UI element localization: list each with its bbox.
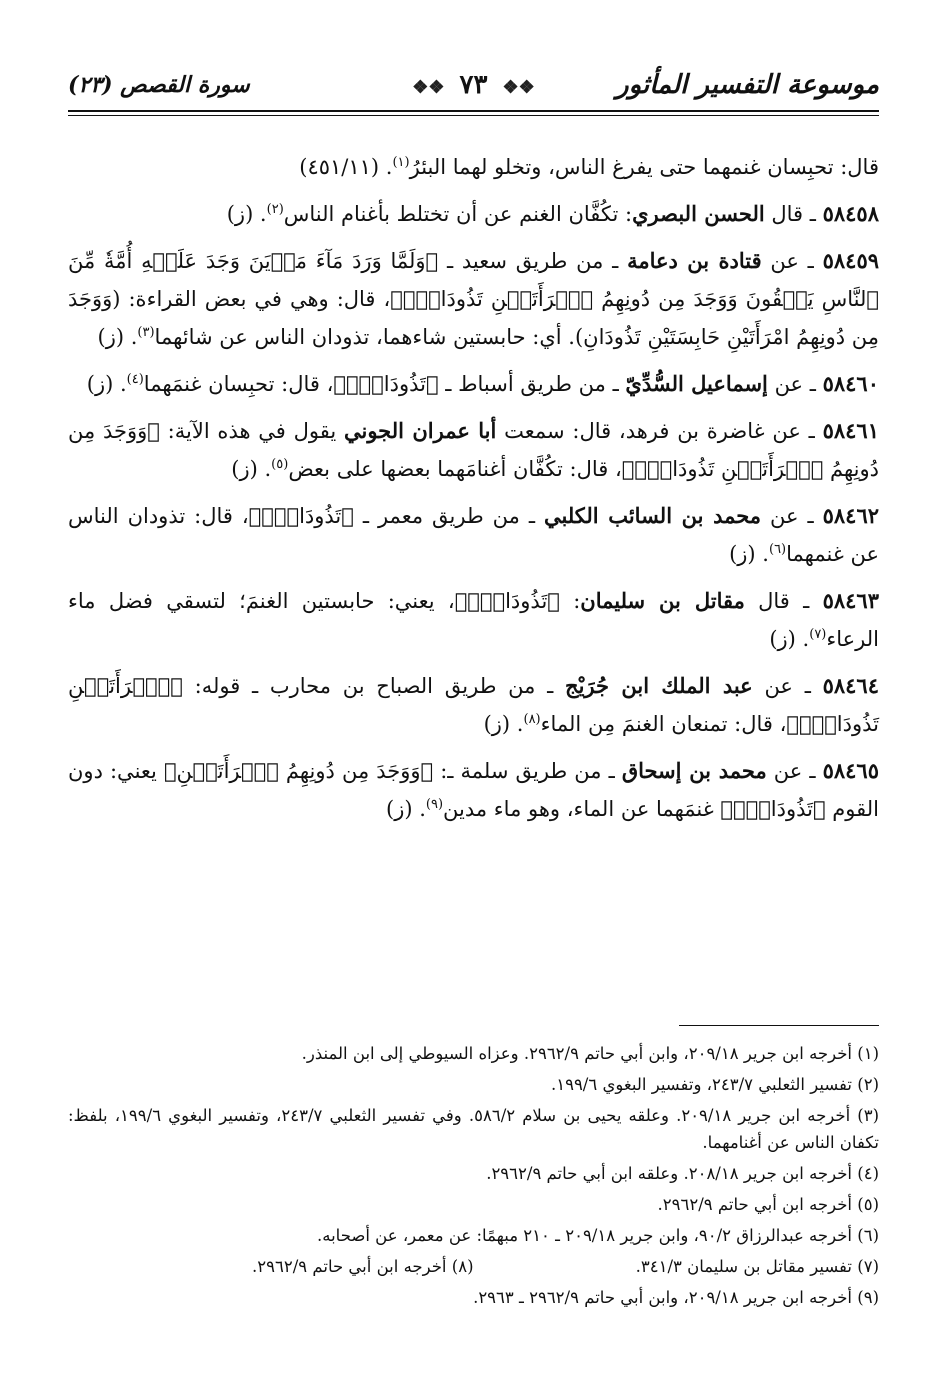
quran-quote: ﴿وَوَجَدَ مِن دُونِهِمُ ٱمۡرَأَتَيۡنِ﴾ — [163, 759, 434, 783]
text-segment: يقول في هذه الآية: — [159, 419, 344, 443]
text-segment: . (ز) — [769, 627, 810, 651]
text-segment: ، قال: تكُفَّان أغنامَهما بعضها على بعض — [288, 457, 622, 481]
text-segment: يعني: دون القوم — [68, 759, 879, 821]
footnote-ref: (٧) — [809, 627, 827, 642]
footnote-divider — [679, 1025, 879, 1026]
text-segment: ـ عن — [752, 674, 823, 698]
paragraph — [68, 148, 879, 186]
paragraph — [68, 195, 879, 233]
footnote-ref: (٩) — [425, 797, 444, 812]
narration-number: ٥٨٤٦٢ — [822, 503, 880, 528]
text-segment: ـ من طريق معمر ـ — [353, 504, 544, 528]
text-segment: قال: تحبِسان غنمهما حتى يفرغ الناس، وتخلو لهما البئرُ — [409, 155, 879, 179]
paragraph — [68, 582, 879, 658]
footnote-6: (٦) أخرجه عبدالرزاق ٩٠/٢، وابن جرير ٢٠٩/١٨ ـ ٢١٠ مبهمًا: عن معمر، عن أصحابه. — [316, 1226, 879, 1245]
narrator-name: قتادة بن دعامة — [627, 248, 762, 273]
narrator-name: محمد بن السائب الكلبي — [543, 503, 762, 528]
text-segment: . (ز) — [483, 712, 524, 736]
text-segment: . (ز) — [226, 202, 267, 226]
text-segment: ـ من طريق أسباط ـ — [438, 372, 626, 396]
text-segment: . (ز) — [729, 542, 769, 566]
footnote-ref: (٣) — [137, 325, 155, 340]
footnote-row-7-8 — [68, 1253, 879, 1280]
book-title: موسوعة التفسير المأثور — [616, 70, 879, 100]
narration-number: ٥٨٤٦١ — [822, 418, 879, 443]
quran-quote: ﴿وَلَمَّا وَرَدَ مَآءَ مَدۡيَنَ وَجَدَ عَلَيۡهِ أُمَّةٗ مِّنَ ٱلنَّاسِ يَسۡقُونَ وَوَجَدَ مِن دُونِهِمُ ٱمۡرَأَتَيۡنِ تَذُودَانِۖ﴾ — [68, 249, 879, 311]
main-text — [68, 148, 879, 837]
narrator-name: إسماعيل السُّدِّيّ — [625, 371, 768, 396]
text-segment: ـ من طريق سلمة ـ: — [433, 759, 622, 783]
text-segment: ـ عن غاضرة بن فرهد، قال: سمعت — [496, 419, 823, 443]
text-segment: ، قال: تحبِسان غنمَهما — [143, 372, 334, 396]
quran-quote: ﴿تَذُودَانِۖ﴾ — [248, 504, 354, 528]
paragraph — [68, 365, 879, 403]
text-segment: ـ عن — [761, 504, 823, 528]
quran-quote: ﴿ٱمۡرَأَتَيۡنِ تَذُودَانِۖ﴾ — [68, 674, 879, 736]
paragraph — [68, 497, 879, 573]
text-segment: ـ من طريق الصباح بن محارب ـ قوله: — [182, 674, 566, 698]
text-segment: : — [559, 589, 581, 613]
page-number-block — [406, 70, 541, 100]
footnote-8: (٨) أخرجه ابن أبي حاتم ٢٩٦٢/٩. — [252, 1257, 474, 1276]
quran-quote: ﴿تَذُودَانِۖ﴾ — [720, 797, 826, 821]
narrator-name: محمد بن إسحاق — [621, 758, 767, 783]
text-segment: . (ز) — [386, 797, 426, 821]
page-number: ٧٣ — [459, 70, 488, 100]
text-segment: ـ عن — [766, 759, 823, 783]
footnote-ref: (٤) — [126, 372, 144, 387]
footnote-ref: (٨) — [523, 712, 541, 727]
text-segment: ، قال: وهي في بعض القراءة: (وَوَجَدَ مِن دُونِهِمُ امْرَأَتَيْنِ حَابِسَتَيْنِ تَذُودَانِ). أي: حابستين شاءهما، تذودان الناس عن شائهما — [68, 287, 879, 349]
narrator-name: مقاتل بن سليمان — [580, 588, 745, 613]
footnote-5: (٥) أخرجه ابن أبي حاتم ٢٩٦٢/٩. — [657, 1195, 879, 1214]
text-segment: . (ز) — [86, 372, 127, 396]
narrator-name: أبا عمران الجوني — [343, 418, 497, 443]
paragraph — [68, 412, 879, 488]
narration-number: ٥٨٤٦٣ — [822, 588, 879, 613]
footnote-3: (٣) أخرجه ابن جرير ٢٠٩/١٨. وعلقه يحيى بن سلام ٥٨٦/٢. وفي تفسير الثعلبي ٢٤٣/٧، وتفسير البغوي ١٩٩/٦، بلفظ: تكفان الناس عن أغنامهما. — [68, 1106, 879, 1152]
text-segment: . (ز) — [231, 457, 272, 481]
text-segment: غنمَهما عن الماء، وهو ماء مدين — [443, 797, 721, 821]
narration-number: ٥٨٤٦٥ — [822, 758, 879, 783]
footnote-1: (١) أخرجه ابن جرير ٢٠٩/١٨، وابن أبي حاتم ٢٩٦٢/٩. وعزاه السيوطي إلى ابن المنذر. — [301, 1044, 879, 1063]
paragraph — [68, 667, 879, 743]
footnote-7: (٧) تفسير مقاتل بن سليمان ٣٤١/٣. — [635, 1257, 879, 1276]
narration-number: ٥٨٤٦٤ — [822, 673, 879, 698]
page-header — [68, 66, 879, 106]
quran-quote: ﴿وَوَجَدَ مِن دُونِهِمُ ٱمۡرَأَتَيۡنِ تَذُودَانِۖ﴾ — [68, 419, 879, 481]
footnotes — [68, 1040, 879, 1315]
quran-quote: ﴿تَذُودَانِۖ﴾ — [333, 372, 439, 396]
narration-number: ٥٨٤٦٠ — [822, 371, 879, 396]
text-segment: ـ من طريق سعيد ـ — [438, 249, 628, 273]
text-segment: ـ قال — [764, 202, 823, 226]
header-divider — [68, 110, 879, 116]
text-segment: . (٤٥١/١١) — [299, 155, 393, 179]
ornament-left: ❖❖ — [412, 77, 445, 98]
narrator-name: عبد الملك ابن جُرَيْج — [565, 673, 753, 698]
text-segment: . (ز) — [97, 325, 138, 349]
text-segment: : تكُفَّان الغنم عن أن تختلط بأغنام الناس — [283, 202, 633, 226]
narration-number: ٥٨٤٥٩ — [822, 248, 880, 273]
footnote-ref: (٢) — [266, 202, 284, 217]
narrator-name: الحسن البصري — [632, 201, 765, 226]
footnote-ref: (١) — [392, 155, 410, 170]
text-segment: ، قال: تمنعان الغنمَ مِن الماء — [540, 712, 787, 736]
text-segment: ، يعني: حابستين الغنمَ؛ لتسقي فضل ماء الرعاء — [68, 589, 879, 651]
narration-number: ٥٨٤٥٨ — [822, 201, 879, 226]
paragraph — [68, 242, 879, 356]
footnote-4: (٤) أخرجه ابن جرير ٢٠٨/١٨. وعلقه ابن أبي حاتم ٢٩٦٢/٩. — [486, 1164, 879, 1183]
text-segment: ـ عن — [761, 249, 823, 273]
quran-quote: ﴿تَذُودَانِۖ﴾ — [454, 589, 560, 613]
footnote-ref: (٦) — [768, 542, 787, 557]
text-segment: ـ قال — [744, 589, 823, 613]
text-segment: ، قال: تذودان الناس عن غنمهما — [68, 504, 879, 566]
text-segment: ـ عن — [767, 372, 823, 396]
surah-title: سورة القصص (٢٣) — [68, 72, 250, 98]
footnote-ref: (٥) — [271, 457, 289, 472]
ornament-right: ❖❖ — [502, 77, 535, 98]
footnote-9: (٩) أخرجه ابن جرير ٢٠٩/١٨، وابن أبي حاتم ٢٩٦٢/٩ ـ ٢٩٦٣. — [473, 1288, 879, 1307]
footnote-2: (٢) تفسير الثعلبي ٢٤٣/٧، وتفسير البغوي ١٩٩/٦. — [550, 1075, 879, 1094]
paragraph — [68, 752, 879, 828]
